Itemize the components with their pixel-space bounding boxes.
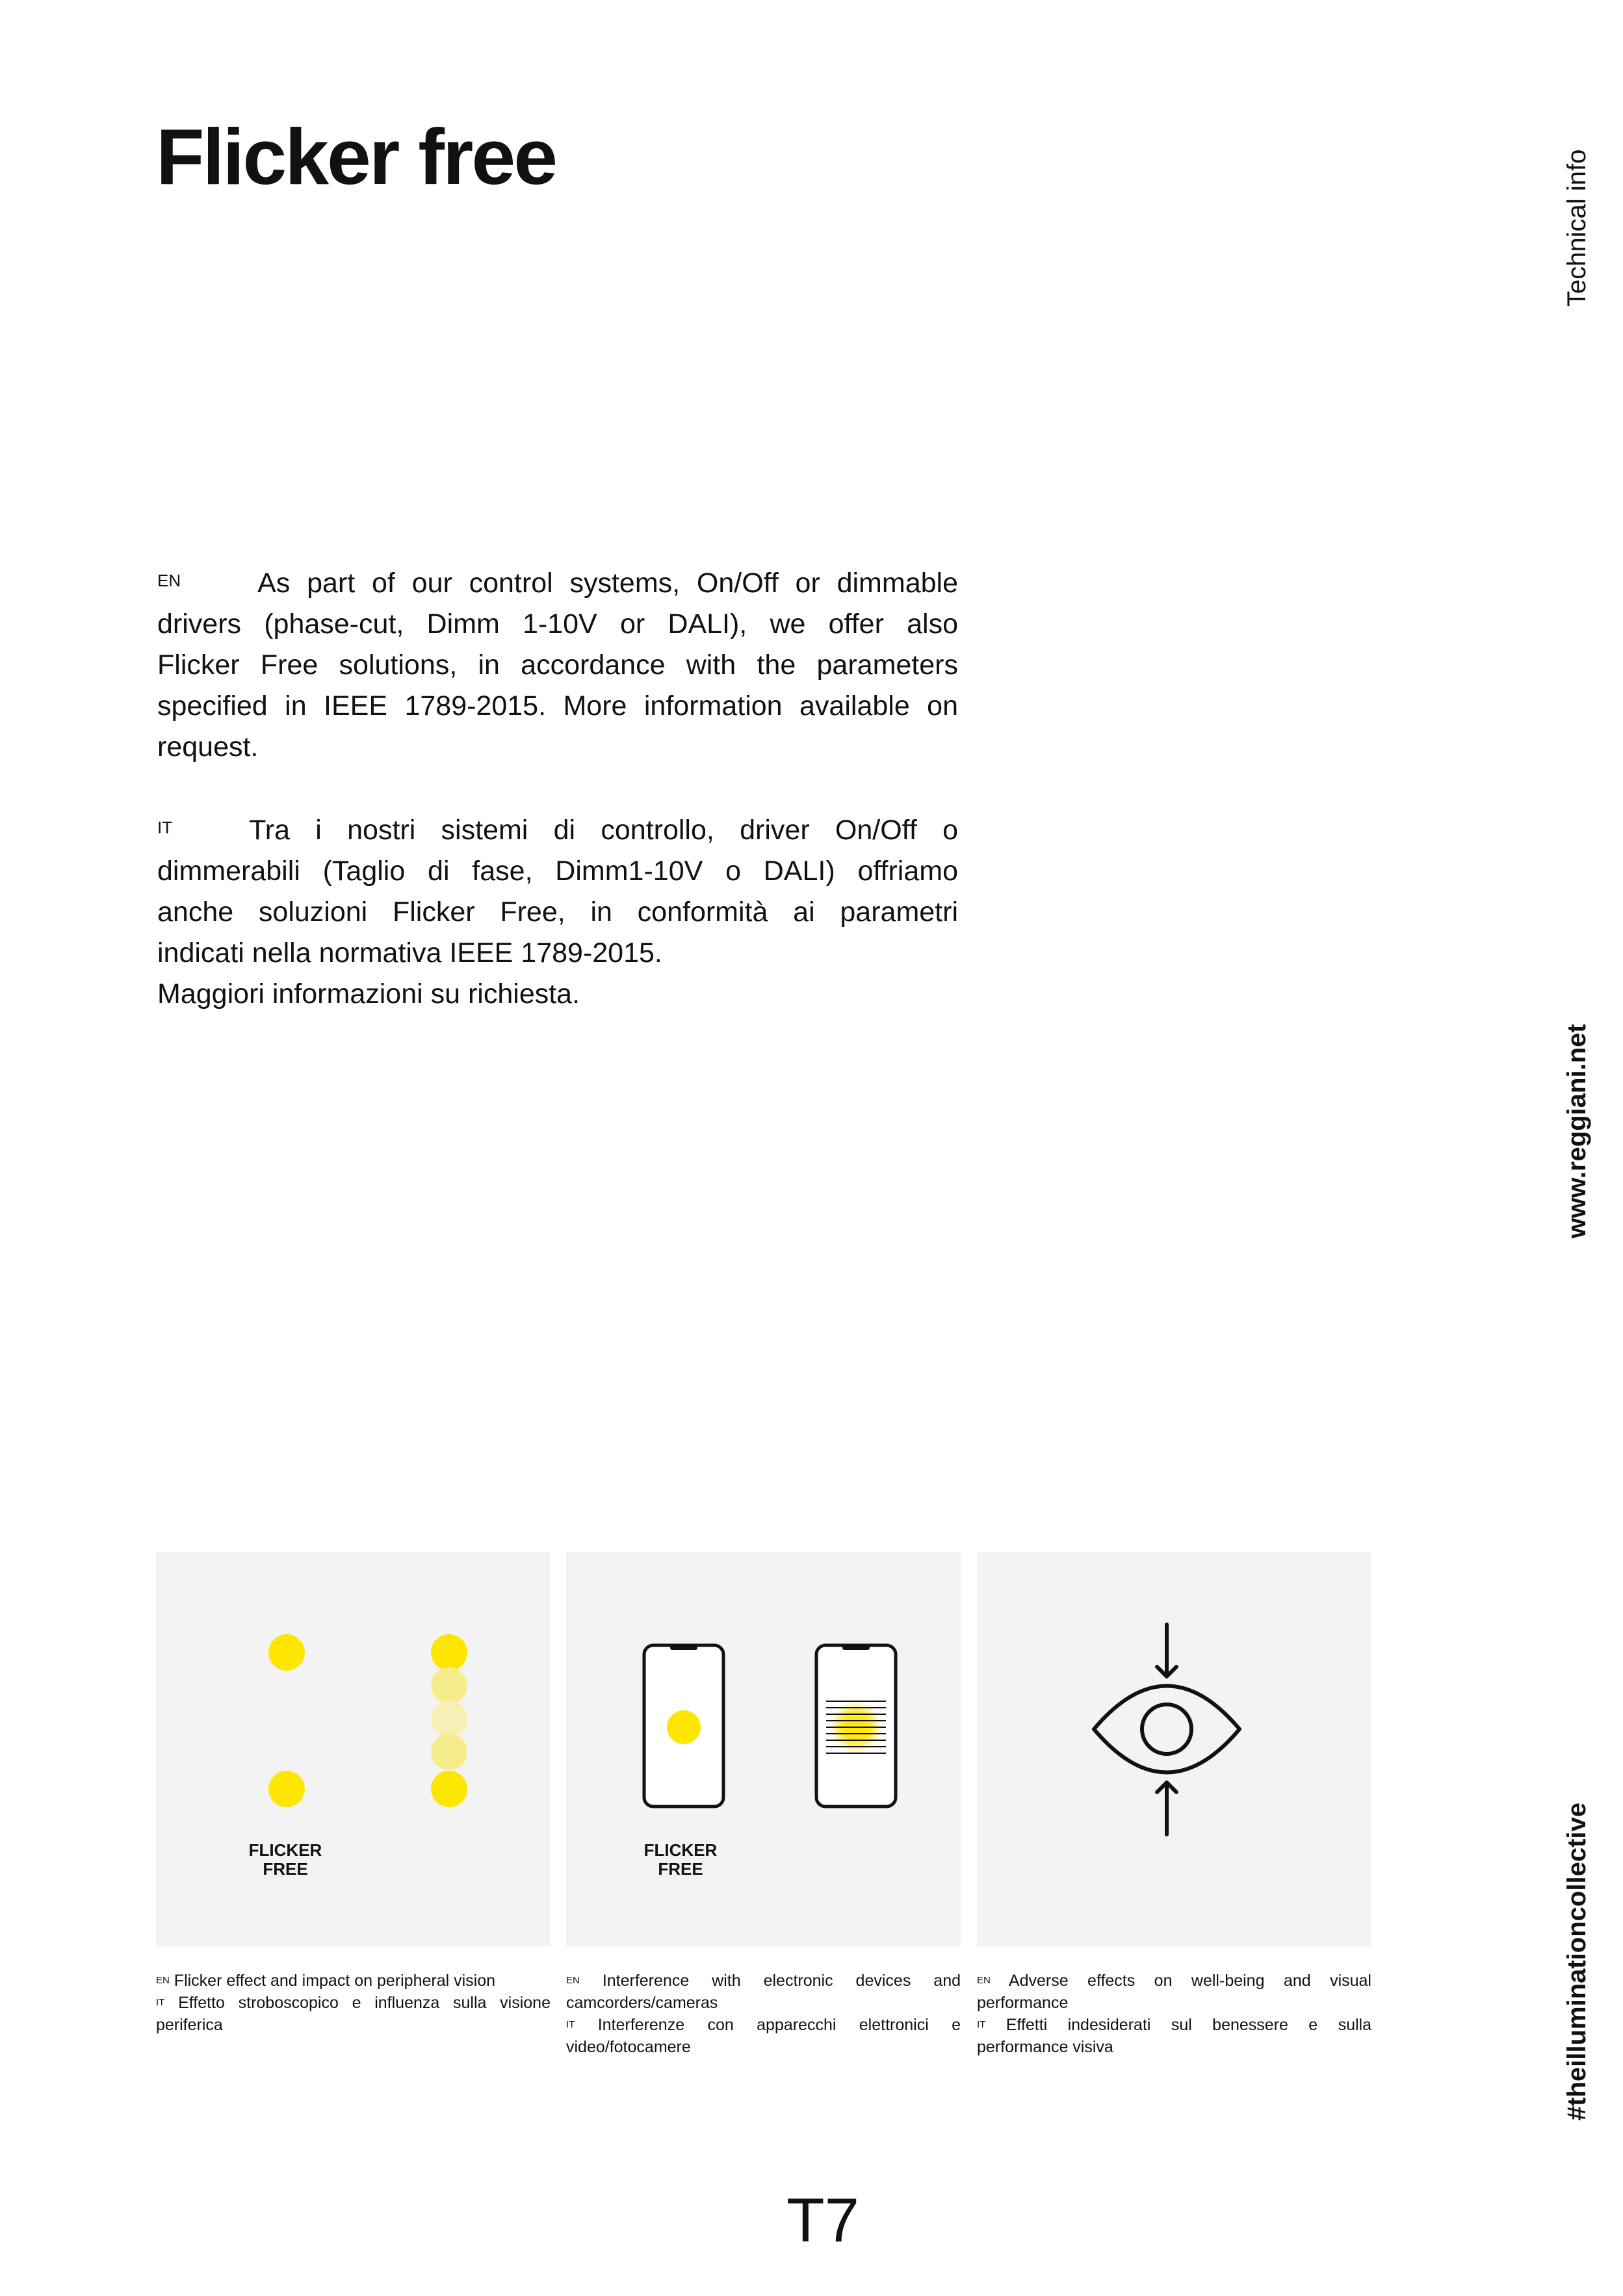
figure-caption: $^{EN}$ Adverse effects on well-being and visual performance $^{IT}$ Effetti indesiderati sul benessere e sulla performance visiva	[977, 1972, 1371, 2056]
caption-it: Interferenze con apparecchi elettronici e video/fotocamere	[566, 2016, 961, 2056]
hashtag-side-label: #theilluminationcollective	[1563, 1802, 1591, 2120]
caption-en: Flicker effect and impact on peripheral vision	[174, 1972, 496, 1990]
lang-tag-en: EN	[157, 571, 181, 590]
intro-en-line: request.	[157, 731, 259, 763]
intro-italian	[157, 810, 958, 1015]
intro-en-line: specified in IEEE 1789-2015. More information available on	[157, 690, 958, 722]
intro-it-line: Maggiori informazioni su richiesta.	[157, 978, 580, 1010]
intro-en-line: Flicker Free solutions, in accordance with the parameters	[157, 649, 958, 681]
caption-en: Interference with electronic devices and camcorders/cameras	[566, 1972, 961, 2012]
website-side-label: www.reggiani.net	[1563, 1024, 1591, 1238]
flicker-dots-icon	[156, 1552, 551, 1946]
devices-panel	[566, 1552, 961, 1946]
flicker-free-label: FLICKER FREE	[248, 1840, 322, 1879]
caption-it: Effetto stroboscopico e influenza sulla visione periferica	[156, 1994, 551, 2034]
intro-en-line: drivers (phase-cut, Dimm 1-10V or DALI), we offer also	[157, 608, 958, 640]
eye-icon	[977, 1552, 1371, 1946]
flicker-free-label: FLICKER FREE	[643, 1840, 718, 1879]
smartphone-camera-icon	[566, 1552, 961, 1946]
page-number: T7	[786, 2185, 860, 2255]
intro-it-line: indicati nella normativa IEEE 1789-2015.	[157, 937, 662, 969]
intro-it-line: dimmerabili (Taglio di fase, Dimm1-10V o DALI) offriamo	[157, 855, 958, 887]
intro-it-line: Tra i nostri sistemi di controllo, driver On/Off o	[249, 815, 958, 846]
section-side-label: Technical info	[1563, 149, 1591, 307]
intro-en-line: As part of our control systems, On/Off or dimmable	[257, 567, 958, 599]
intro-english	[157, 563, 958, 768]
figure-caption: $^{EN}$ Flicker effect and impact on peripheral vision $^{IT}$ Effetto stroboscopico e influenza sulla visione periferica	[156, 1972, 551, 2034]
page-title: Flicker free	[156, 112, 556, 201]
flicker-vision-panel	[156, 1552, 551, 1946]
intro-it-line: anche soluzioni Flicker Free, in conformità ai parametri	[157, 896, 958, 928]
figure-caption: $^{EN}$ Interference with electronic devices and camcorders/cameras $^{IT}$ Interferenze con apparecchi elettronici e video/fotocamere	[566, 1972, 961, 2056]
caption-it: Effetti indesiderati sul benessere e sulla performance visiva	[977, 2016, 1371, 2056]
lang-tag-it: IT	[157, 818, 173, 837]
caption-en: Adverse effects on well-being and visual performance	[977, 1972, 1371, 2012]
wellbeing-panel	[977, 1552, 1371, 1946]
